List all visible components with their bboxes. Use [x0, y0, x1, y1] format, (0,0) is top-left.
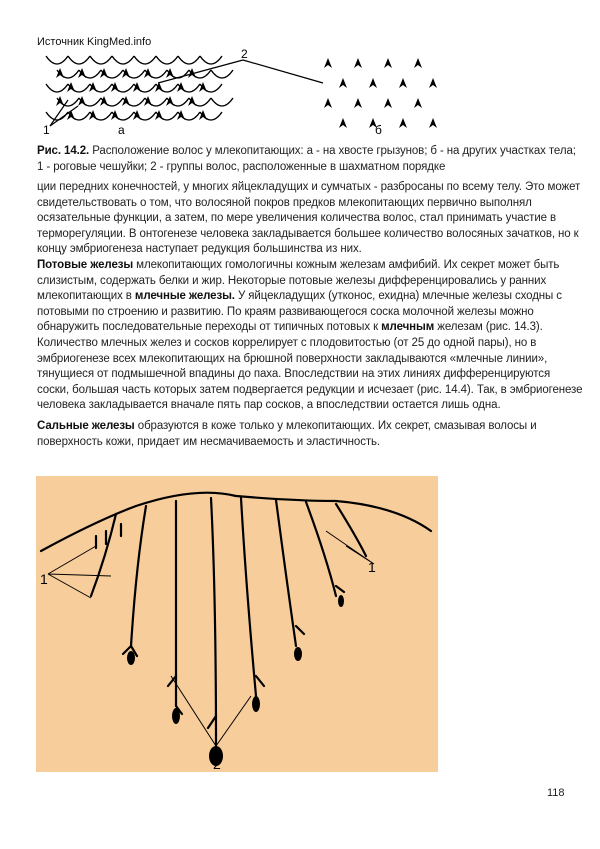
label-1: 1: [43, 123, 50, 137]
figure-hair-arrangement: [38, 48, 442, 138]
hair-tuft: [199, 110, 207, 120]
hair-tuft: [414, 58, 422, 68]
hair-tuft: [399, 78, 407, 88]
caption-text: Расположение волос у млекопитающих: а - на хвосте грызунов; б - на других участках тела; 1 - роговые чешуйки; 2 - группы волос, расположенные в шахматном порядке: [37, 145, 576, 173]
text: образуются в коже только у млекопитающих. Их секрет, смазывая волосы и поверхность кожи, придает им несмачиваемость и эластичность.: [37, 419, 537, 448]
hair-tuft: [429, 118, 437, 128]
hair-tuft: [414, 98, 422, 108]
scale-mark: [46, 56, 68, 64]
term-sebaceous-glands: Сальные железы: [37, 419, 135, 432]
source-label: Источник KingMed.info: [37, 36, 152, 48]
hair-tuft: [56, 96, 64, 106]
hair-tuft: [339, 78, 347, 88]
hair-tuft: [56, 68, 64, 78]
scale-mark: [211, 98, 233, 106]
hair-tuft: [177, 82, 185, 92]
hair-tuft: [384, 98, 392, 108]
hair-tuft: [177, 110, 185, 120]
hair-tuft: [89, 110, 97, 120]
paragraph-sebaceous-glands: [37, 419, 583, 450]
paragraph-hair: ции передних конечностей, у многих яйцекладущих и сумчатых - разбросаны по всему телу. Это может свидетельствовать о том, что волосяной покров предков млекопитающих первично выполнял осязательные функции, а затем, по мере увеличения количества волос, стал принимать участие в терморегуляции. В онтогенезе человека закладывается большее количество волосяных зачатков, но к концу эмбриогенеза наступает редукция большинства из них.: [37, 181, 581, 256]
hair-tuft: [100, 68, 108, 78]
figure-caption: [37, 143, 577, 175]
text: млекопитающих гомологичны кожным железам амфибий. Их секрет может быть слизистым, содержать белки и жир. Некоторые потовые железы дифференцировались у ранних млекопитающих в: [37, 258, 560, 303]
hair-tuft: [429, 78, 437, 88]
hair-tuft: [324, 58, 332, 68]
hair-tuft: [199, 82, 207, 92]
scale-mark: [178, 56, 200, 64]
hair-tuft: [144, 68, 152, 78]
term-mammary-glands: млечные железы.: [134, 290, 235, 303]
hair-tuft: [67, 82, 75, 92]
hair-tuft: [155, 110, 163, 120]
scale-mark: [46, 84, 68, 92]
hair-tuft: [166, 68, 174, 78]
label-2: 2: [241, 48, 248, 61]
paragraph-sweat-glands: [37, 258, 583, 414]
page-number: 118: [547, 787, 565, 799]
term-mammary: млечным: [381, 321, 435, 334]
scale-mark: [200, 56, 222, 64]
scale-mark: [211, 70, 233, 78]
hair-tuft: [354, 58, 362, 68]
label-1-left: 1: [40, 571, 48, 587]
hair-tuft: [122, 68, 130, 78]
label-a: а: [118, 123, 125, 137]
hair-tuft: [78, 96, 86, 106]
body-text: [37, 180, 583, 450]
label-b: б: [375, 123, 382, 137]
hair-tuft: [354, 98, 362, 108]
hair-tuft: [324, 98, 332, 108]
hair-tuft: [89, 82, 97, 92]
hair-tuft: [166, 96, 174, 106]
hair-tuft: [369, 78, 377, 88]
scale-mark: [134, 56, 156, 64]
caption-number: Рис. 14.2.: [37, 145, 90, 157]
hair-tuft: [122, 96, 130, 106]
hair-tuft: [100, 96, 108, 106]
hair-tuft: [111, 82, 119, 92]
label-2-bottom: 2: [213, 756, 221, 772]
figure-glands: [36, 476, 438, 772]
hair-tuft: [144, 96, 152, 106]
hair-tuft: [155, 82, 163, 92]
scale-mark: [156, 56, 178, 64]
label-1-right: 1: [368, 559, 376, 575]
hair-tuft: [384, 58, 392, 68]
text: железам (рис. 14.3). Количество млечных желез и сосков коррелирует с плодовитостью (от 25 до одной пары), но в эмбриогенезе всех млекопитающих на брюшной поверхности закладываются «млечные линии», тянущиеся от подмышечной впадины до паха. Впоследствии на этих линиях дифференцируются соски, большая часть которых затем подвергается редукции и исчезает (рис. 14.4). Так, в эмбриогенезе человека закладывается вначале пять пар сосков, а впоследствии остается лишь одна.: [37, 321, 583, 412]
scale-mark: [112, 56, 134, 64]
hair-tuft: [133, 82, 141, 92]
text: У яйцекладущих (утконос, ехидна) млечные железы сходны с потовыми по строению и развитию. По краям развивающегося соска молочной железы можно обнаружить последовательные переходы от типичных потовых к: [37, 290, 562, 334]
hair-tuft: [399, 118, 407, 128]
hair-tuft: [111, 110, 119, 120]
hair-tuft: [339, 118, 347, 128]
term-sweat-glands: Потовые железы: [37, 258, 134, 271]
scale-mark: [68, 56, 90, 64]
hair-tuft: [188, 96, 196, 106]
scale-mark: [90, 56, 112, 64]
hair-tuft: [78, 68, 86, 78]
hair-tuft: [133, 110, 141, 120]
